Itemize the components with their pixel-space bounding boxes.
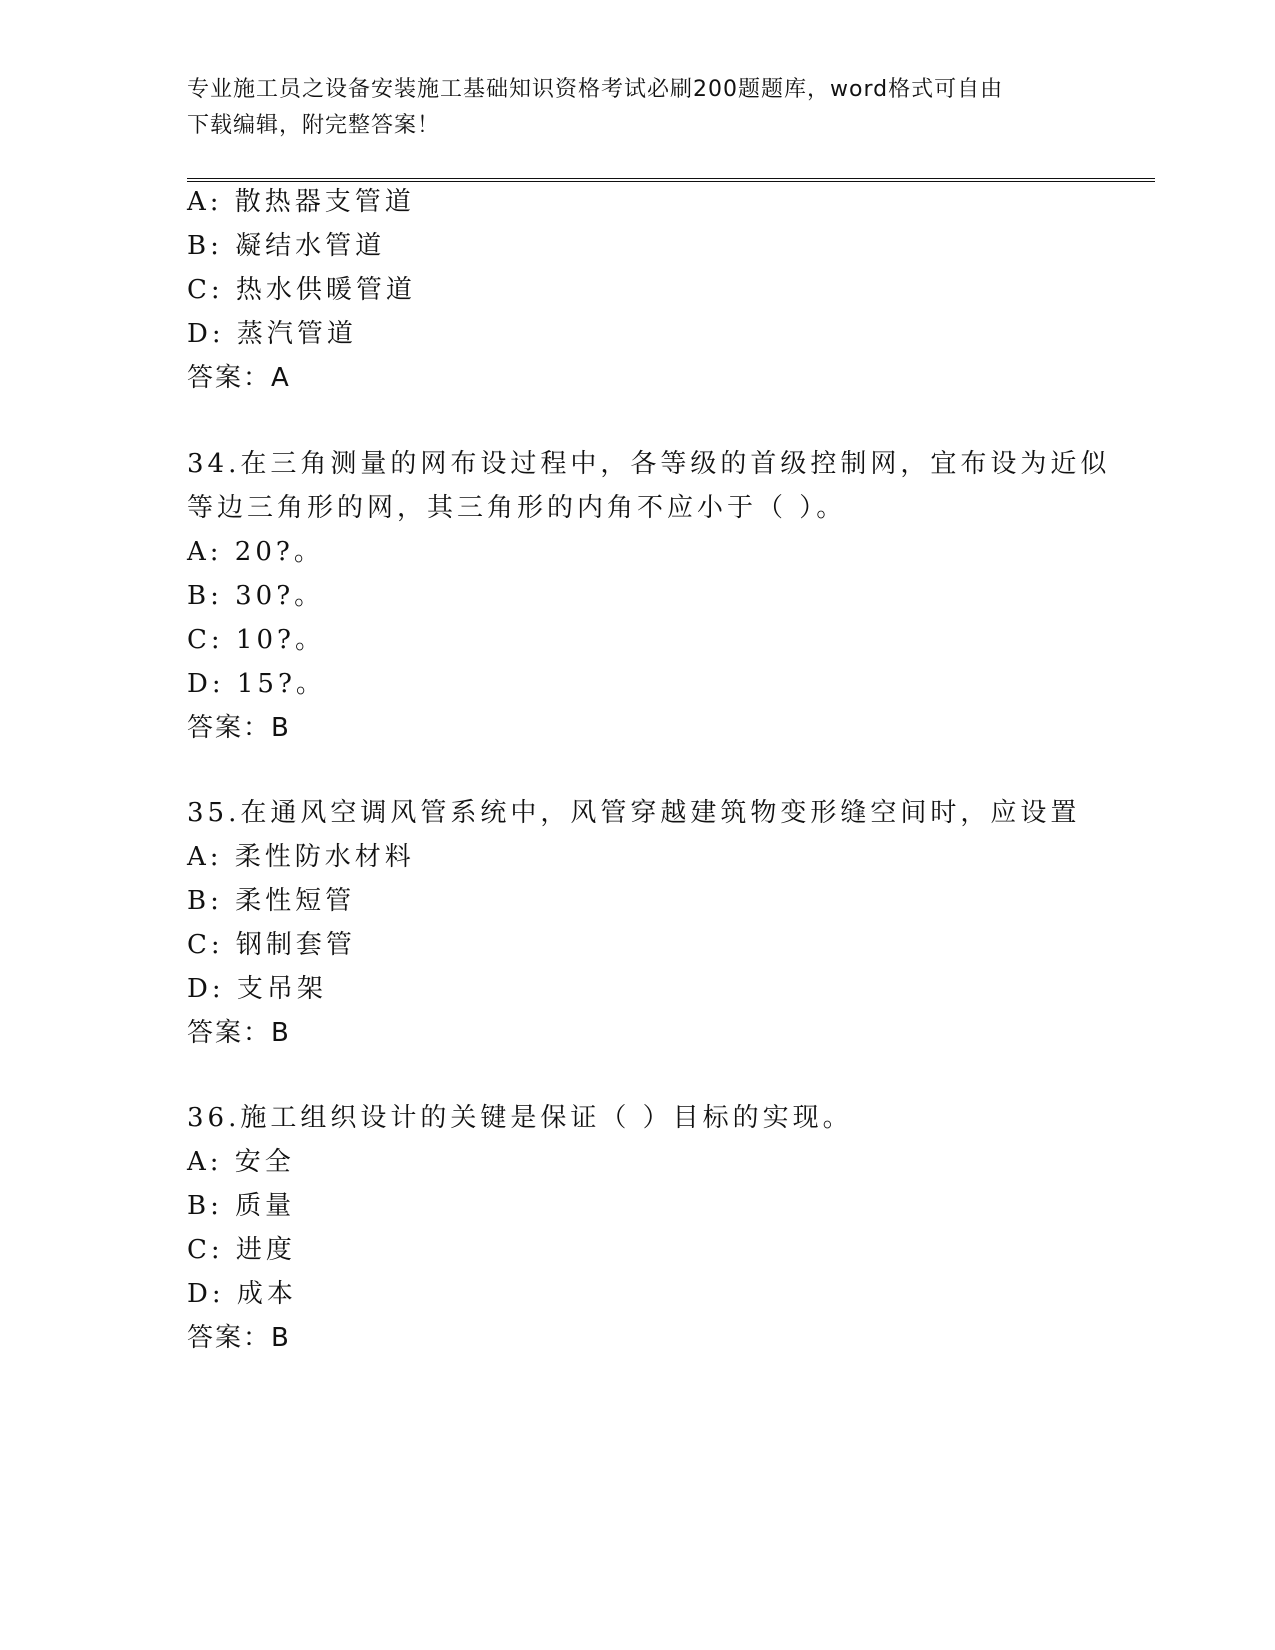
q34-option-d: D: 15?。 [187, 669, 326, 699]
q35-option-b: B: 柔性短管 [187, 886, 356, 916]
q34-stem-line-1: 34.在三角测量的网布设过程中，各等级的首级控制网，宜布设为近似 [187, 449, 1111, 479]
q33-option-a: A: 散热器支管道 [187, 187, 415, 217]
q33-option-b: B: 凝结水管道 [187, 231, 386, 261]
q35-stem-line-1: 35.在通风空调风管系统中，风管穿越建筑物变形缝空间时，应设置 [187, 798, 1081, 828]
q33-option-c: C: 热水供暖管道 [187, 275, 416, 305]
q34-option-a: A: 20?。 [187, 537, 324, 567]
q36-option-d: D: 成本 [187, 1279, 297, 1309]
q36-answer: 答案：B [187, 1323, 291, 1353]
header-line-1: 专业施工员之设备安装施工基础知识资格考试必刷200题题库，word格式可自由 [187, 77, 1004, 102]
q35-option-a: A: 柔性防水材料 [187, 842, 415, 872]
q36-option-a: A: 安全 [187, 1147, 295, 1177]
q34-option-b: B: 30?。 [187, 581, 325, 611]
q36-stem-line-1: 36.施工组织设计的关键是保证（ ）目标的实现。 [187, 1103, 853, 1133]
q34-answer: 答案：B [187, 713, 291, 743]
q33-answer: 答案：A [187, 363, 291, 393]
header-line-2: 下载编辑，附完整答案！ [187, 113, 441, 138]
header-divider [187, 178, 1155, 182]
q36-option-c: C: 进度 [187, 1235, 296, 1265]
q34-stem-line-2: 等边三角形的网，其三角形的内角不应小于（ ）。 [187, 493, 847, 523]
q35-option-d: D: 支吊架 [187, 974, 327, 1004]
q35-option-c: C: 钢制套管 [187, 930, 356, 960]
q34-option-c: C: 10?。 [187, 625, 325, 655]
document-header [187, 72, 1067, 144]
q36-option-b: B: 质量 [187, 1191, 296, 1221]
q33-option-d: D: 蒸汽管道 [187, 319, 357, 349]
q35-answer: 答案：B [187, 1018, 291, 1048]
